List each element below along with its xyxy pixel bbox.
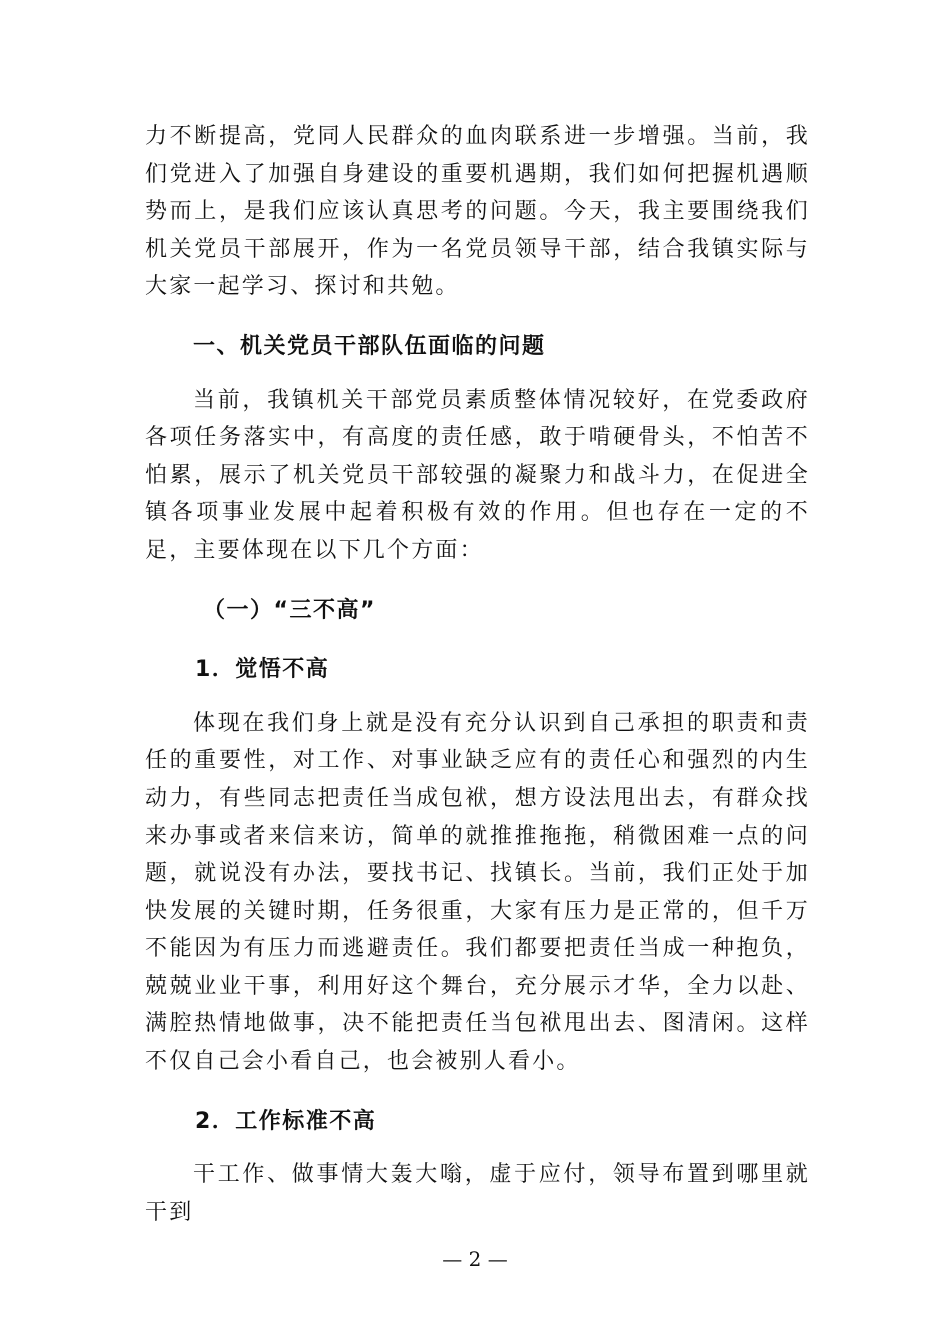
item1-paragraph: 体现在我们身上就是没有充分认识到自己承担的职责和责任的重要性，对工作、对事业缺乏应有的责任心和强烈的内生动力，有些同志把责任当成包袱，想方设法甩出去，有群众找来办事或者来信来访，简单的就推推拖拖，稍微困难一点的问题，就说没有办法，要找书记、找镇长。当前，我们正处于加快发展的关键时期，任务很重，大家有压力是正常的，但千万不能因为有压力而逃避责任。我们都要把责任当成一种抱负，兢兢业业干事，利用好这个舞台，充分展示才华，全力以赴、满腔热情地做事，决不能把责任当包袱甩出去、图清闲。这样不仅自己会小看自己，也会被别人看小。 — [145, 710, 810, 1075]
item2-heading: 2．工作标准不高 — [195, 1108, 377, 1134]
item2-paragraph: 干工作、做事情大轰大嗡，虚于应付，领导布置到哪里就干到 — [145, 1162, 810, 1225]
intro-paragraph: 力不断提高，党同人民群众的血肉联系进一步增强。当前，我们党进入了加强自身建设的重要机遇期，我们如何把握机遇顺势而上，是我们应该认真思考的问题。今天，我主要围绕我们机关党员干部展开，作为一名党员领导干部，结合我镇实际与大家一起学习、探讨和共勉。 — [145, 124, 810, 300]
item1-heading: 1．觉悟不高 — [195, 657, 330, 683]
page-number: — 2 — — [442, 1247, 508, 1271]
document-body — [145, 118, 810, 1231]
section-heading: 一、机关党员干部队伍面临的问题 — [193, 333, 546, 359]
subsection-heading: （一）“三不高” — [203, 597, 376, 623]
section-paragraph: 当前，我镇机关干部党员素质整体情况较好，在党委政府各项任务落实中，有高度的责任感，敢于啃硬骨头，不怕苦不怕累，展示了机关党员干部较强的凝聚力和战斗力，在促进全镇各项事业发展中起着积极有效的作用。但也存在一定的不足，主要体现在以下几个方面： — [145, 387, 810, 563]
